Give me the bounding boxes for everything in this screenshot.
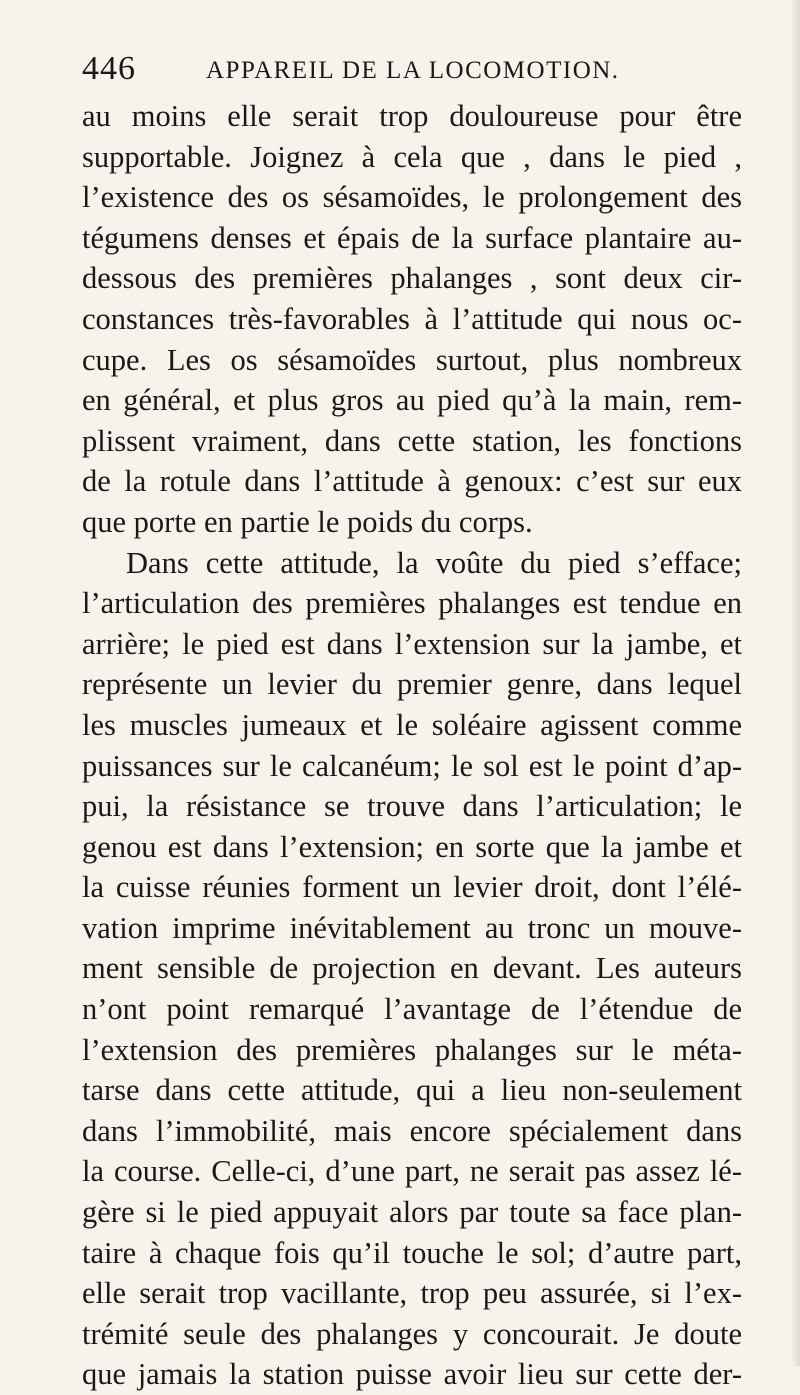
text-line: l’extension des premières phalanges sur le méta- [82,1032,742,1067]
text-line: représente un levier du premier genre, dans lequel [82,667,742,702]
text-line: la cuisse réunies forment un levier droit, dont l’élé- [82,870,742,905]
text-line: tarse dans cette attitude, qui a lieu non-seulement [82,1073,742,1108]
text-line: n’ont point remarqué l’avantage de l’étendue de [82,992,742,1027]
paragraph-start-line: Dans cette attitude, la voûte du pied s’efface; [126,545,742,580]
text-line: genou est dans l’extension; en sorte que la jambe et [82,829,742,864]
page-number: 446 [82,50,136,87]
text-line: cupe. Les os sésamoïdes surtout, plus nombreux [82,342,742,377]
text-line: gère si le pied appuyait alors par toute sa face plan- [82,1195,742,1230]
text-line: de la rotule dans l’attitude à genoux: c’est sur eux [82,464,742,499]
text-line: dessous des premières phalanges , sont deux cir- [82,261,742,296]
paragraph-end-line: que porte en partie le poids du corps. [82,504,533,539]
body-text [82,96,742,1395]
text-line: dans l’immobilité, mais encore spécialement dans [82,1113,742,1148]
text-line: l’articulation des premières phalanges est tendue en [82,586,742,621]
page-edge-shadow [790,0,800,1366]
text-line: elle serait trop vacillante, trop peu assurée, si l’ex- [82,1276,742,1311]
text-line: en général, et plus gros au pied qu’à la main, rem- [82,383,742,418]
text-line: l’existence des os sésamoïdes, le prolongement des [82,180,742,215]
text-line: puissances sur le calcanéum; le sol est le point d’ap- [82,748,742,783]
text-line: pui, la résistance se trouve dans l’articulation; le [82,789,742,824]
text-line: tégumens denses et épais de la surface plantaire au- [82,220,742,255]
text-line: les muscles jumeaux et le soléaire agissent comme [82,707,742,742]
text-line: taire à chaque fois qu’il touche le sol; d’autre part, [82,1235,742,1270]
text-line: plissent vraiment, dans cette station, les fonctions [82,423,742,458]
text-line: que jamais la station puisse avoir lieu sur cette der- [82,1357,742,1392]
text-line: vation imprime inévitablement au tronc un mouve- [82,910,742,945]
page-header [82,50,742,90]
text-line: ment sensible de projection en devant. Les auteurs [82,951,742,986]
text-line: arrière; le pied est dans l’extension sur la jambe, et [82,626,742,661]
text-line: la course. Celle-ci, d’une part, ne serait pas assez lé- [82,1154,742,1189]
text-line: constances très-favorables à l’attitude qui nous oc- [82,301,742,336]
text-line: au moins elle serait trop douloureuse pour être [82,99,742,133]
text-line: supportable. Joignez à cela que , dans le pied , [82,139,742,174]
running-head: APPAREIL DE LA LOCOMOTION. [206,57,620,84]
text-line: trémité seule des phalanges y concourait. Je doute [82,1316,742,1351]
